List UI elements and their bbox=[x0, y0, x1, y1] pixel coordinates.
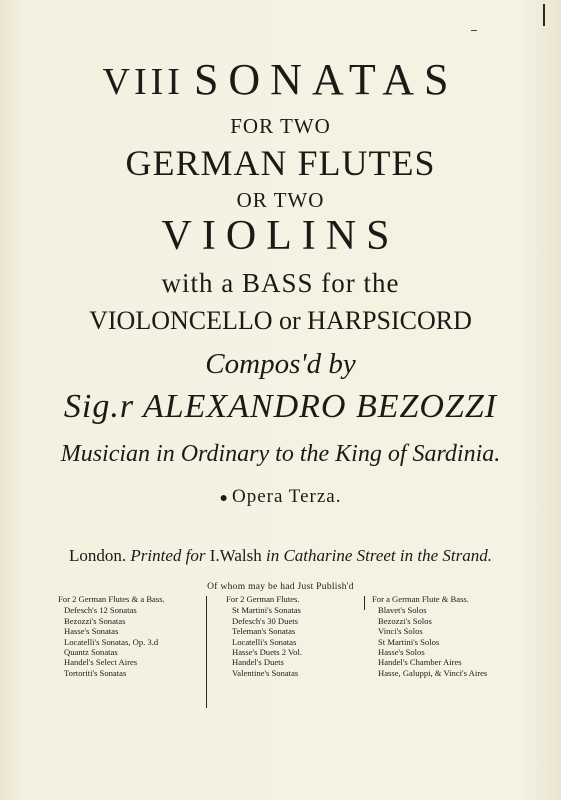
imprint-address: in Catharine Street in the Strand. bbox=[265, 546, 492, 565]
catalog-item: Handel's Duets bbox=[232, 657, 284, 668]
catalog-item: Tortoriti's Sonatas bbox=[64, 667, 127, 678]
catalog-item: Handel's Select Aires bbox=[64, 657, 138, 668]
catalog-item: St Martini's Solos bbox=[378, 636, 440, 647]
opus-label: Opera Terza. bbox=[231, 486, 342, 507]
title-sonatas: SONATAS bbox=[193, 55, 459, 104]
catalog-item: Locatelli's Sonatas bbox=[232, 636, 297, 647]
catalog-item: Bezozzi's Solos bbox=[378, 615, 432, 626]
catalog-item: Handel's Chamber Aires bbox=[378, 657, 462, 668]
opus-number bbox=[0, 486, 561, 508]
main-title bbox=[0, 54, 561, 105]
catalog-heading: Of whom may be had Just Publish'd bbox=[207, 582, 354, 592]
title-number: VIII bbox=[102, 61, 184, 103]
catalog-columns bbox=[56, 594, 512, 714]
bullet-icon: ● bbox=[219, 491, 229, 506]
catalog-column-flutes-bass bbox=[58, 594, 165, 678]
catalog-item: Hasse, Galuppi, & Vinci's Aires bbox=[378, 667, 488, 678]
column-heading: For 2 German Flutes & a Bass. bbox=[58, 594, 165, 604]
catalog-column-flute-bass bbox=[372, 594, 487, 678]
column-divider bbox=[364, 596, 365, 610]
title-for-two: FOR TWO bbox=[230, 114, 331, 138]
catalog-item: St Martini's Sonatas bbox=[232, 605, 301, 616]
catalog-item: Bezozzi's Sonatas bbox=[64, 615, 126, 626]
catalog-column-two-flutes bbox=[226, 594, 302, 678]
imprint-line bbox=[0, 546, 561, 566]
title-or-two: OR TWO bbox=[236, 188, 325, 212]
catalog-item: Quantz Sonatas bbox=[64, 647, 118, 658]
catalog-item: Locatelli's Sonatas, Op. 3.d bbox=[64, 636, 159, 647]
imprint-printed-for: Printed for bbox=[130, 546, 206, 565]
title-violins: VIOLINS bbox=[161, 213, 400, 259]
catalog-item: Hasse's Sonatas bbox=[64, 626, 119, 637]
catalog-item: Teleman's Sonatas bbox=[232, 626, 296, 637]
catalog-item: Blavet's Solos bbox=[378, 605, 427, 616]
composd-by: Compos'd by bbox=[205, 348, 356, 380]
catalog-item: Defesch's 12 Sonatas bbox=[64, 605, 137, 616]
catalog-item: Vinci's Solos bbox=[378, 626, 423, 637]
catalog-item: Hasse's Duets 2 Vol. bbox=[232, 647, 302, 658]
page-edge-mark bbox=[543, 4, 549, 26]
column-heading: For 2 German Flutes. bbox=[226, 594, 300, 604]
column-divider bbox=[206, 596, 207, 708]
ink-mark bbox=[471, 30, 477, 31]
imprint-place: London. bbox=[69, 546, 127, 565]
catalog-item: Defesch's 30 Duets bbox=[232, 615, 298, 626]
imprint-publisher: I.Walsh bbox=[209, 546, 262, 565]
title-german-flutes: GERMAN FLUTES bbox=[125, 143, 436, 183]
composer-name: Sig.r ALEXANDRO BEZOZZI bbox=[63, 388, 498, 425]
composer-position: Musician in Ordinary to the King of Sardinia. bbox=[60, 441, 501, 467]
title-violoncello: VIOLONCELLO or HARPSICORD bbox=[89, 306, 472, 335]
catalog-item: Hasse's Solos bbox=[378, 647, 425, 658]
title-with-bass: with a BASS for the bbox=[161, 268, 400, 298]
catalog-item: Valentine's Sonatas bbox=[232, 667, 299, 678]
column-heading: For a German Flute & Bass. bbox=[372, 594, 469, 604]
